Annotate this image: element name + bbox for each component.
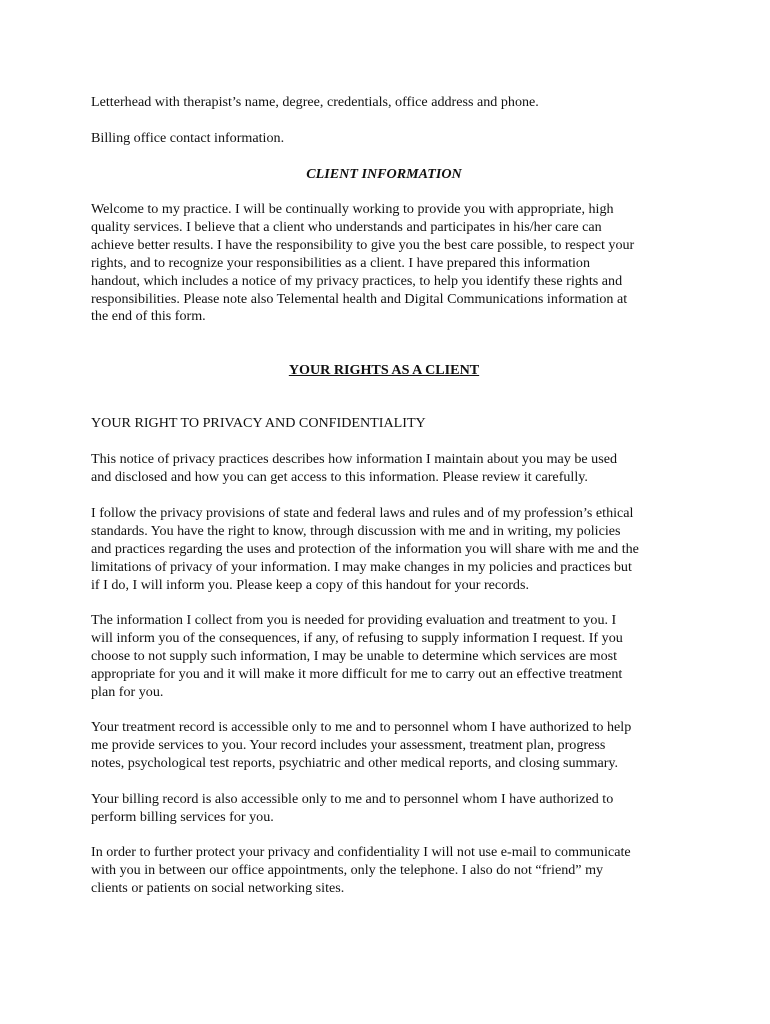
paragraph-line: choose to not supply such information, I may be unable to determine which services are most	[91, 647, 618, 664]
paragraph-line: clients or patients on social networking sites.	[91, 879, 345, 896]
paragraph-line: Your billing record is also accessible only to me and to personnel whom I have authorized to	[91, 791, 614, 807]
paragraph-line: responsibilities. Please note also Telemental health and Digital Communications information at	[91, 290, 628, 307]
paragraph-line: and practices regarding the uses and protection of the information you will share with me and the	[91, 540, 639, 557]
paragraph-line: limitations of privacy of your information. I may make changes in my policies and practices but	[91, 558, 632, 575]
paragraph-line: and disclosed and how you can get access to this information. Please review it carefully.	[91, 468, 588, 485]
email-policy-paragraph	[91, 844, 631, 898]
paragraph-line: The information I collect from you is needed for providing evaluation and treatment to you. I	[91, 612, 617, 628]
paragraph-line: rights, and to recognize your responsibilities as a client. I have prepared this information	[91, 254, 591, 271]
information-collection-paragraph	[91, 612, 623, 702]
welcome-paragraph	[91, 201, 634, 326]
paragraph-line: standards. You have the right to know, through discussion with me and in writing, my policies	[91, 522, 621, 539]
paragraph-line: notes, psychological test reports, psychiatric and other medical reports, and closing summary.	[91, 754, 619, 771]
paragraph-line: achieve better results. I have the responsibility to give you the best care possible, to respect your	[91, 236, 635, 253]
letterhead-placeholder: Letterhead with therapist’s name, degree, credentials, office address and phone.	[91, 94, 539, 110]
paragraph-line: handout, which includes a notice of my privacy practices, to help you identify these rights and	[91, 272, 623, 289]
notice-paragraph	[91, 451, 617, 487]
privacy-heading: YOUR RIGHT TO PRIVACY AND CONFIDENTIALITY	[91, 415, 426, 431]
privacy-provisions-paragraph	[91, 505, 639, 595]
paragraph-line: Your treatment record is accessible only to me and to personnel whom I have authorized to help	[91, 719, 632, 735]
paragraph-line: plan for you.	[91, 683, 164, 700]
paragraph-line: This notice of privacy practices describes how information I maintain about you may be used	[91, 451, 618, 467]
paragraph-line: if I do, I will inform you. Please keep a copy of this handout for your records.	[91, 576, 529, 593]
paragraph-line: quality services. I believe that a client who understands and participates in his/her care can	[91, 218, 602, 235]
paragraph-line: the end of this form.	[91, 308, 206, 325]
paragraph-line: with you in between our office appointments, only the telephone. I also do not “friend” my	[91, 861, 604, 878]
paragraph-line: perform billing services for you.	[91, 808, 274, 825]
billing-record-paragraph	[91, 791, 613, 827]
paragraph-line: will inform you of the consequences, if any, of refusing to supply information I request. If you	[91, 629, 623, 646]
treatment-record-paragraph	[91, 719, 631, 773]
paragraph-line: me provide services to you. Your record includes your assessment, treatment plan, progress	[91, 736, 606, 753]
billing-contact-placeholder: Billing office contact information.	[91, 130, 285, 146]
paragraph-line: I follow the privacy provisions of state and federal laws and rules and of my profession’s ethical	[91, 505, 634, 521]
rights-heading: YOUR RIGHTS AS A CLIENT	[288, 362, 480, 378]
paragraph-line: Welcome to my practice. I will be continually working to provide you with appropriate, high	[91, 201, 614, 217]
paragraph-line: appropriate for you and it will make it more difficult for me to carry out an effective treatment	[91, 665, 623, 682]
client-information-heading: CLIENT INFORMATION	[306, 166, 462, 182]
paragraph-line: In order to further protect your privacy and confidentiality I will not use e-mail to communicate	[91, 844, 631, 860]
